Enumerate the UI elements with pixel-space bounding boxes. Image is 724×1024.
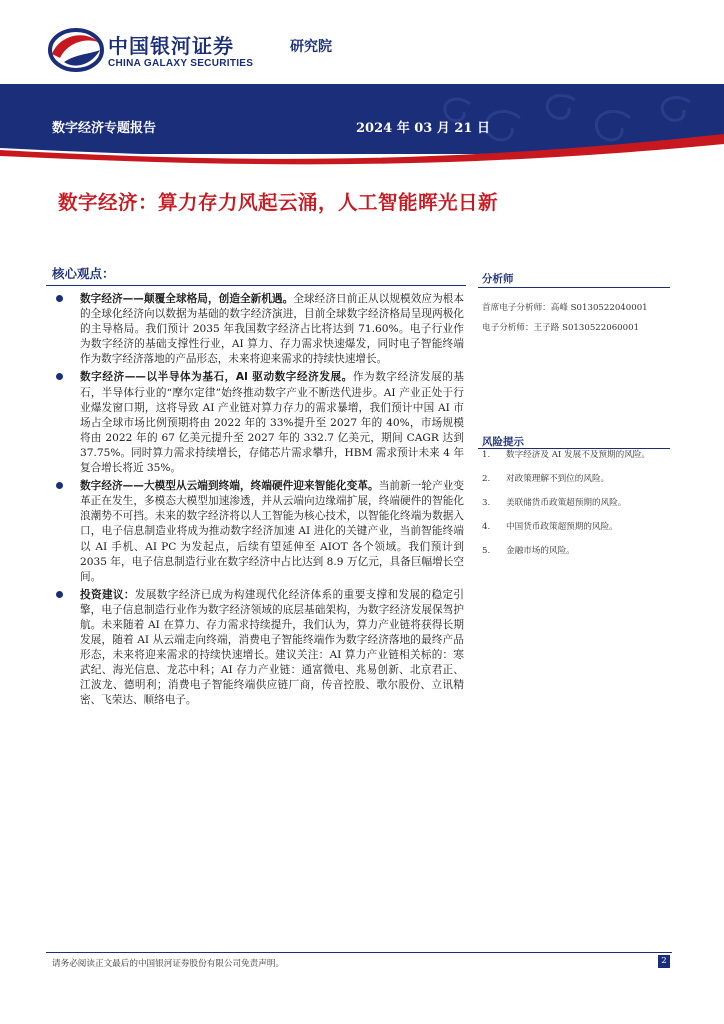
core-point [52,479,464,585]
risk-number: 2. [482,474,491,484]
core-point [52,588,464,709]
bullet-icon [56,373,63,380]
risk-heading: 风险提示 [482,436,524,448]
core-point [52,370,464,476]
risk-text: 数字经济及 AI 发展不及预期的风险。 [506,450,650,460]
brand-logo [46,20,466,80]
analyst-line: 电子分析师：王子路 S0130522060001 [482,323,640,333]
risk-text: 中国货币政策超预期的风险。 [506,522,618,532]
risk-item [480,450,672,461]
brand-name-en: CHINA GALAXY SECURITIES [108,58,254,69]
risk-number: 3. [482,498,491,508]
risk-list [480,450,672,570]
footer-disclaimer: 请务必阅读正文最后的中国银河证券股份有限公司免责声明。 [52,959,285,969]
galaxy-logo-icon [46,24,104,74]
risk-item [480,546,672,557]
report-type: 数字经济专题报告 [52,121,157,136]
point-body: 发展数字经济已成为构建现代化经济体系的重要支撑和发展的稳定引擎，电子信息制造行业作为数字经济领域的底层基础架构，为数字经济发展保驾护航。未来随着 AI 在算力、存力需求持续提升，我们认为，算力产业链将获得长期发展，随着 AI 从云端走向终端，消费电子智能终端作为数字经济落地的最终产品形态，未来将迎来需求的持续快速增长。建议关注：AI 算力产业链相关标的：寒武纪、海光信息、龙芯中科；AI 存力产业链：通富微电、兆易创新、北京君正、江波龙、德明利；消费电子智能终端供应链厂商，传音控股、歌尔股份、立讯精密、飞荣达、顺络电子。 [80,588,465,707]
footer-divider [46,952,672,953]
analyst-heading: 分析师 [482,273,514,285]
point-body: 当前新一轮产业变革正在发生，多模态大模型加速渗透，并从云端向边缘端扩展，终端硬件的智能化浪潮势不可挡。未来的数字经济将以人工智能为核心技术，以智能化终端为数据入口，电子信息制造业将成为推动数字经济加速 AI 进化的关键产业，当前智能终端以 AI 手机、AI PC 为发起点，后续有望延伸至 AIOT 各个领域。我们预计到 2035 年，电子信息制造行业在数字经济中占比达到 8.9 万亿元，具备巨幅增长空间。 [80,480,465,583]
point-lead: 数字经济——颠覆全球格局，创造全新机遇。 [80,293,294,305]
page-number: 2 [658,955,670,968]
risk-text: 对政策理解不到位的风险。 [506,474,610,484]
brand-name-cn: 中国银河证券 [108,34,234,58]
risk-text: 美联储货币政策超预期的风险。 [506,498,627,508]
risk-text: 金融市场的风险。 [506,546,575,556]
core-heading: 核心观点： [52,266,115,281]
brand-division: 研究院 [290,39,332,55]
risk-item [480,498,672,509]
risk-number: 1. [482,450,491,460]
core-points [52,292,464,709]
risk-item [480,474,672,485]
analyst-line: 首席电子分析师：高峰 S0130522040001 [482,303,648,313]
point-lead: 数字经济——大模型从云端到终端，终端硬件迎来智能化变革。 [80,480,379,493]
point-body: 作为数字经济发展的基石，半导体行业的“摩尔定律”始终推动数字产业不断迭代进步。AI 产业正处于行业爆发窗口期，这将导致 AI 产业链对算力存力的需求暴增，我们预计中国 AI 市场占全球市场比例预期将由 2022 年的 33%提升至 2027 年的 40%，市场规模将由 2022 年的 67 亿美元提升至 2027 年的 332.7 亿美元，期间 CAGR 达到 37.75%。同时算力需求持续增长，存储芯片需求攀升，HBM 需求预计未来 4 年复合增长将近 35%。 [80,371,465,475]
core-divider [46,285,466,286]
bullet-icon [56,482,63,489]
bullet-icon [56,295,63,302]
risk-number: 5. [482,546,491,556]
point-body: 全球经济日前正从以规模效应为根本的全球化经济向以数据为基础的数字经济演进，目前全球数字经济格局呈现两极化的主导格局。我们预计 2035 年我国数字经济占比将达到 71.60%。电子行业作为数字经济的基础支撑性行业，AI 算力、存力需求快速爆发，同时电子智能终端作为数字经济落地的产品形态，未来将迎来需求的持续快速增长。 [80,293,465,366]
report-date: 2024 年 03 月 21 日 [356,121,490,136]
report-title: 数字经济：算力存力风起云涌，人工智能晖光日新 [58,191,499,214]
core-point [52,292,464,367]
analyst-divider [478,287,670,288]
point-lead: 数字经济——以半导体为基石，AI 驱动数字经济发展。 [80,371,353,384]
risk-item [480,522,672,533]
point-lead: 投资建议： [80,588,135,601]
risk-divider [478,448,670,449]
risk-number: 4. [482,522,491,532]
bullet-icon [56,591,63,598]
